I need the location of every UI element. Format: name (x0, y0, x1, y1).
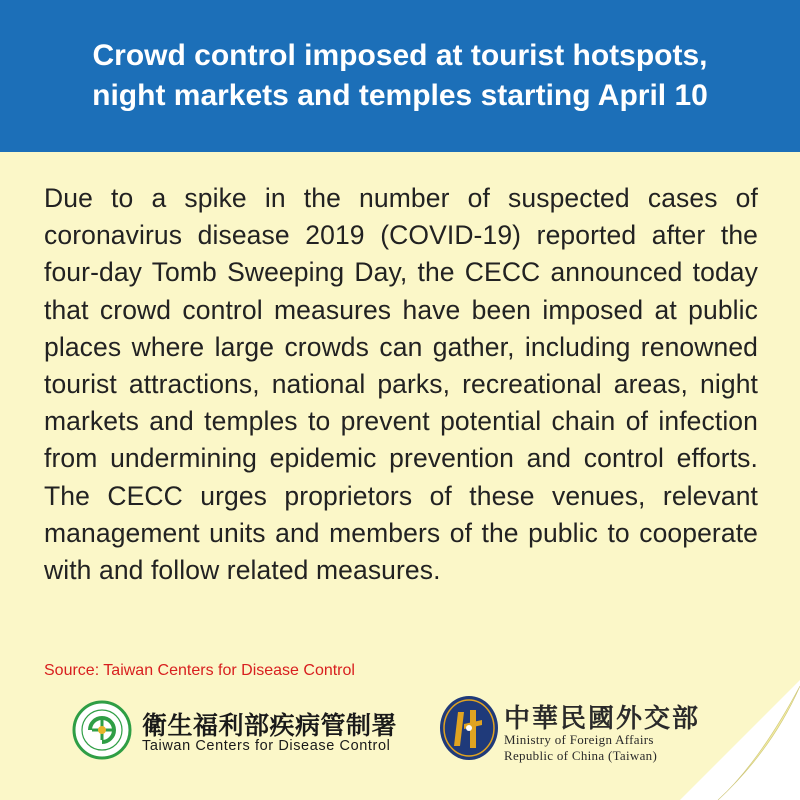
page-curl-decoration (680, 680, 800, 800)
mofa-name-english-line1: Ministry of Foreign Affairs (504, 732, 654, 747)
announcement-body: Due to a spike in the number of suspected cases of coronavirus disease 2019 (COVID-19) reported after the four-day Tomb Sweeping Day, the CECC announced today that crowd control measures have been imposed at public places where large crowds can gather, including renowned tourist attractions, national parks, recreational areas, night markets and temples to prevent potential chain of infection from undermining epidemic prevention and control efforts. The CECC urges proprietors of these venues, relevant management units and members of the public to cooperate with and follow related measures. (44, 183, 758, 586)
cdc-emblem-icon (72, 700, 132, 760)
mofa-name-english-line2: Republic of China (Taiwan) (504, 748, 658, 763)
mofa-emblem-icon (438, 694, 500, 762)
page-title: Crowd control imposed at tourist hotspots, night markets and temples starting April 10 (92, 39, 708, 112)
mofa-name-chinese: 中華民國外交部 (504, 704, 701, 734)
cdc-name-english: Taiwan Centers for Disease Control (142, 738, 391, 754)
header-banner (0, 0, 800, 152)
cdc-name-chinese: 衛生福利部疾病管制署 (142, 711, 398, 740)
source-credit: Source: Taiwan Centers for Disease Control (44, 662, 355, 679)
